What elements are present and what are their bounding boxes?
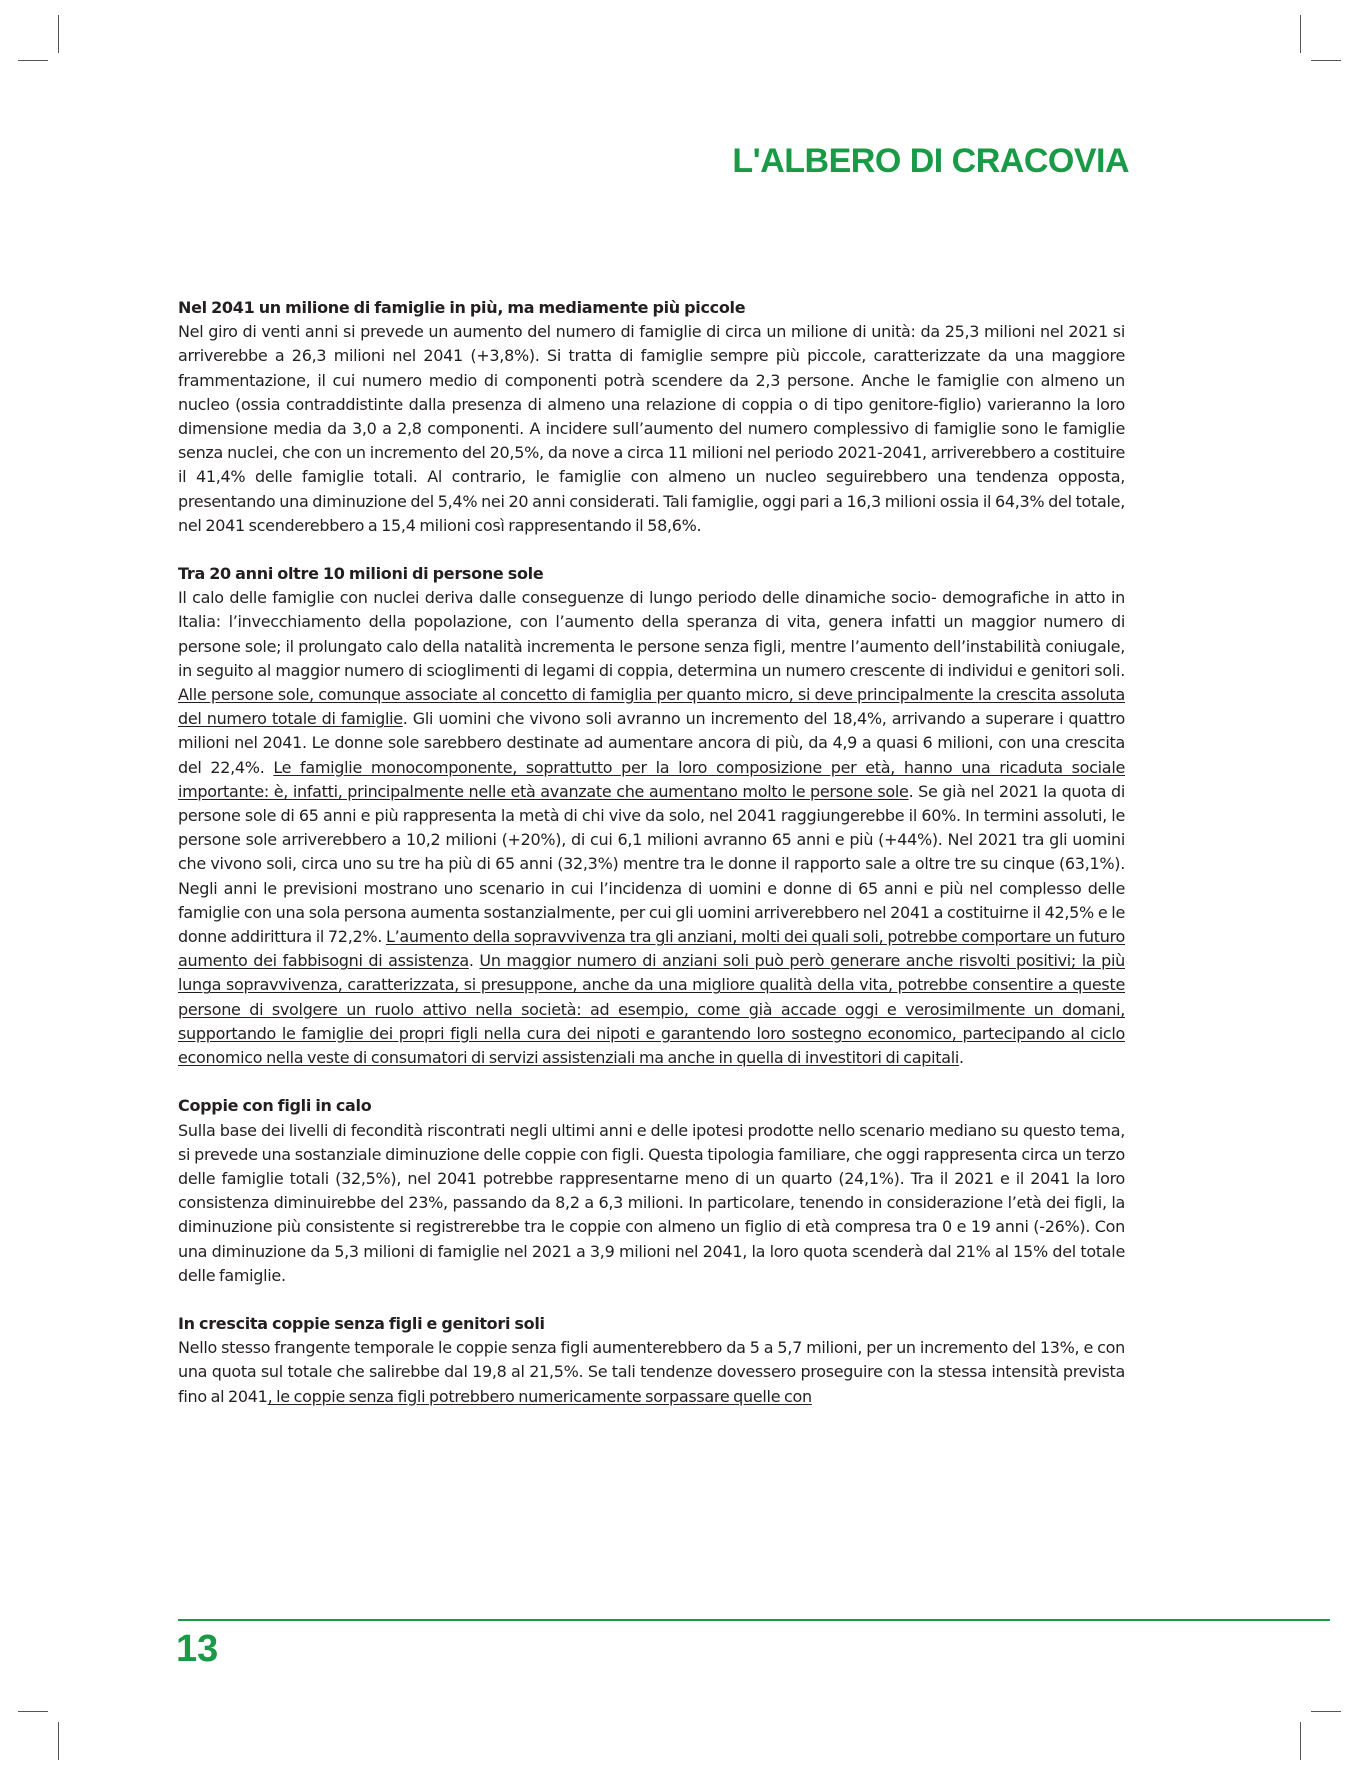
- crop-mark: [1311, 60, 1341, 61]
- section-coppie-senza-figli: [178, 1312, 1125, 1409]
- section-persone-sole: [178, 562, 1125, 1070]
- text-run: Sulla base dei livelli di fecondità riscontrati negli ultimi anni e delle ipotesi prodotte nello scenario mediano su questo tema, si prevede una sostanziale diminuzione delle coppie con figli. Questa tipologia familiare, che oggi rappresenta circa un terzo delle famiglie totali (32,5%), nel 2041 potrebbe rappresentarne meno di un quarto (24,1%). Tra il 2021 e il 2041 la loro consistenza diminuirebbe del 23%, passando da 8,2 a 6,3 milioni. In particolare, tenendo in considerazione l’età dei figli, la diminuzione più consistente si registrerebbe tra le coppie con almeno un figlio di età compresa tra 0 e 19 anni (-26%). Con una diminuzione da 5,3 milioni di famiglie nel 2021 a 3,9 milioni nel 2041, la loro quota scenderà dal 21% al 15% del totale delle famiglie.: [178, 1120, 1125, 1285]
- crop-mark: [1300, 15, 1301, 53]
- underlined-text-run: Un maggior numero di anziani soli può però generare anche risvolti positivi; la più lunga sopravvivenza, caratterizzata, si presuppone, anche da una migliore qualità della vita, potrebbe consentire a queste persone di svolgere un ruolo attivo nella società: ad esempio, come già accade oggi e verosimilmente un domani, supportando le famiglie dei propri figli nella cura dei nipoti e garantendo loro sostegno economico, partecipando al ciclo economico nella veste di consumatori di servizi assistenziali ma anche in quella di investitori di capitali: [178, 951, 1126, 1068]
- underlined-text-run: , le coppie senza figli potrebbero numericamente sorpassare quelle con: [267, 1386, 812, 1406]
- text-run: .: [959, 1048, 964, 1068]
- crop-mark: [58, 15, 59, 53]
- text-run: Il calo delle famiglie con nuclei deriva dalle conseguenze di lungo periodo delle dinamiche socio- demografiche in atto in Italia: l’invecchiamento della popolazione, con l’aumento della speranza di vita, genera infatti un maggior numero di persone sole; il prolungato calo della natalità incrementa le persone senza figli, mentre l’aumento dell’instabilità coniugale, in seguito al maggior numero di scioglimenti di legami di coppia, determina un numero crescente di individui e genitori soli.: [178, 588, 1125, 680]
- section-paragraph: [178, 586, 1125, 1070]
- underlined-text-run: Alle persone sole, comunque associate al concetto di famiglia per quanto micro, si deve principalmente la crescita assoluta del numero totale di famiglie: [178, 685, 1125, 729]
- section-heading: Nel 2041 un milione di famiglie in più, ma mediamente più piccole: [178, 298, 746, 317]
- article-body: [178, 296, 1125, 1409]
- page-number: 13: [176, 1628, 219, 1670]
- crop-mark: [1300, 1722, 1301, 1760]
- text-run: Nel giro di venti anni si prevede un aumento del numero di famiglie di circa un milione di unità: da 25,3 milioni nel 2021 si arriverebbe a 26,3 milioni nel 2041 (+3,8%). Si tratta di famiglie sempre più piccole, caratterizzate da una maggiore frammentazione, il cui numero medio di componenti potrà scendere da 2,3 persone. Anche le famiglie con almeno un nucleo (ossia contraddistinte dalla presenza di almeno una relazione di coppia o di tipo genitore-figlio) varieranno la loro dimensione media da 3,0 a 2,8 componenti. A incidere sull’aumento del numero complessivo di famiglie sono le famiglie senza nuclei, che con un incremento del 20,5%, da nove a circa 11 milioni nel periodo 2021-2041, arriverebbero a costituire il 41,4% delle famiglie totali. Al contrario, le famiglie con almeno un nucleo seguirebbero una tendenza opposta, presentando una diminuzione del 5,4% nei 20 anni considerati. Tali famiglie, oggi pari a 16,3 milioni ossia il 64,3% del totale, nel 2041 scenderebbero a 15,4 milioni così rappresentando il 58,6%.: [178, 322, 1125, 535]
- crop-mark: [18, 60, 48, 61]
- crop-mark: [1311, 1711, 1341, 1712]
- section-paragraph: [178, 1119, 1125, 1288]
- underlined-text-run: Le famiglie monocomponente, soprattutto per la loro composizione per età, hanno una ricaduta sociale importante: è, infatti, principalmente nelle età avanzate che aumentano molto le persone sole: [178, 757, 1126, 801]
- section-paragraph: [178, 1336, 1125, 1409]
- section-famiglie: [178, 296, 1125, 538]
- crop-mark: [18, 1711, 48, 1712]
- section-heading: Tra 20 anni oltre 10 milioni di persone sole: [178, 564, 544, 584]
- section-heading: In crescita coppie senza figli e genitori soli: [178, 1313, 545, 1333]
- text-run: . Gli uomini che vivono soli avranno un incremento del 18,4%, arrivando a superare i quattro milioni nel 2041. Le donne sole sarebbero destinate ad aumentare ancora di più, da 4,9 a quasi 6 milioni, con una crescita del 22,4%.: [178, 709, 1125, 777]
- text-run: . Se già nel 2021 la quota di persone sole di 65 anni e più rappresenta la metà di chi vive da solo, nel 2041 raggiungerebbe il 60%. In termini assoluti, le persone sole arriverebbero a 10,2 milioni (+20%), di cui 6,1 milioni avranno 65 anni e più (+44%). Nel 2021 tra gli uomini che vivono soli, circa uno su tre ha più di 65 anni (32,3%) mentre tra le donne il rapporto sale a oltre tre su cinque (63,1%). Negli anni le previsioni mostrano uno scenario in cui l’incidenza di uomini e donne di 65 anni e più nel complesso delle famiglie con una sola persona aumenta sostanzialmente, per cui gli uomini arriverebbero nel 2041 a costituirne il 42,5% e le donne addirittura il 72,2%.: [178, 781, 1125, 947]
- page-header-title: L'ALBERO DI CRACOVIA: [732, 142, 1129, 180]
- crop-mark: [58, 1722, 59, 1760]
- section-heading: Coppie con figli in calo: [178, 1096, 372, 1116]
- text-run: Nello stesso frangente temporale le coppie senza figli aumenterebbero da 5 a 5,7 milioni, per un incremento del 13%, e con una quota sul totale che salirebbe dal 19,8 al 21,5%. Se tali tendenze dovessero proseguire con la stessa intensità prevista fino al 2041: [178, 1338, 1125, 1406]
- footer-divider: [178, 1619, 1330, 1621]
- section-paragraph: [178, 320, 1125, 538]
- text-run: .: [468, 951, 480, 971]
- section-coppie-con-figli: [178, 1094, 1125, 1288]
- underlined-text-run: L’aumento della sopravvivenza tra gli anziani, molti dei quali soli, potrebbe comportare un futuro aumento dei fabbisogni di assistenza: [178, 927, 1125, 971]
